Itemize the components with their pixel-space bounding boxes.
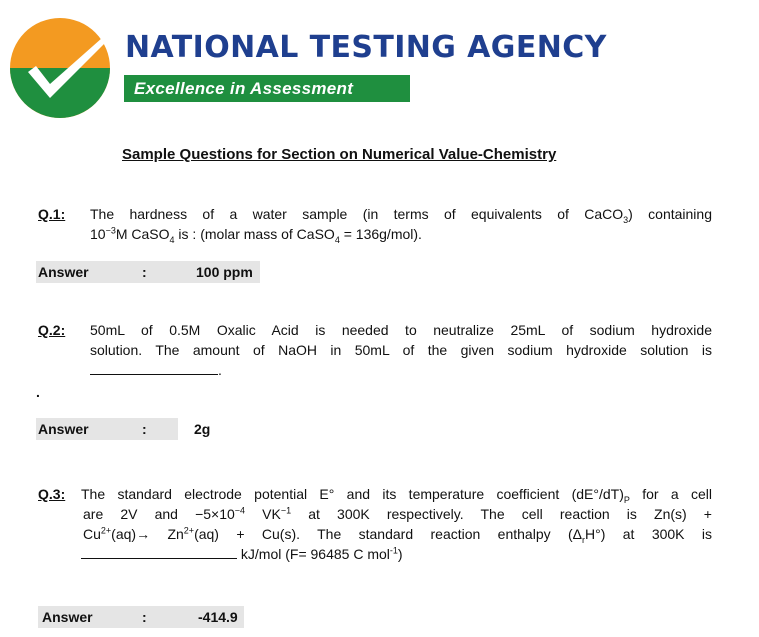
question-3-line-4-end: kJ/mol (F= 96485 C mol xyxy=(240,546,390,562)
answer-3-separator: : xyxy=(142,609,147,625)
agency-tagline: Excellence in Assessment xyxy=(124,75,410,102)
question-3-text: The standard electrode potential E° and its temperature coefficient $(dE^\circ/dT)_P$ for a cell are 2V and $-5\times 10^{-4}$ $VK^{-1}$ at 300K respectively. The cell reaction is Zn(s) + $Cu^{2+}(aq)\to Zn^{2+}(aq) + Cu(s)$. The standard reaction enthalpy $(\Delta_rH^\circ)$ at 300K is kJ/mol (F= 96485 C mol$^{-1}$) xyxy=(81,486,713,562)
answer-2-label: Answer xyxy=(38,421,89,437)
question-1-label: Q.1: xyxy=(38,206,66,222)
answer-3-value: -414.9 xyxy=(198,609,238,625)
question-3-label: Q.3: xyxy=(38,486,66,502)
section-title: Sample Questions for Section on Numerical Value-Chemistry xyxy=(122,146,557,163)
question-2-label: Q.2: xyxy=(38,322,66,338)
question-2-line-1: 50mL of 0.5M Oxalic Acid is needed to neutralize 25mL of sodium hydroxide xyxy=(90,322,712,338)
answer-1-value: 100 ppm xyxy=(196,264,253,280)
question-2-line-2: solution. The amount of NaOH in 50mL of the given sodium hydroxide solution is xyxy=(90,342,712,358)
agency-name: NATIONAL TESTING AGENCY xyxy=(125,30,607,65)
stray-mark: . xyxy=(36,384,40,400)
question-1-text: The hardness of a water sample (in terms of equivalents of CaCO$_3$) containing $10^{-3}M$ CaSO$_4$ is : (molar mass of CaSO$_4$ = 136g/mol). xyxy=(90,206,712,245)
answer-2-separator: : xyxy=(142,421,147,437)
question-3-blank xyxy=(81,546,237,559)
answer-1-label: Answer xyxy=(38,264,89,280)
question-2-line-3-end: . xyxy=(218,362,222,378)
question-2-text xyxy=(90,320,712,380)
answer-2-value: 2g xyxy=(192,418,212,440)
answer-3-label: Answer xyxy=(42,609,93,625)
nta-logo-icon xyxy=(6,14,114,122)
question-2-blank xyxy=(90,362,218,375)
answer-1-separator: : xyxy=(142,264,147,280)
